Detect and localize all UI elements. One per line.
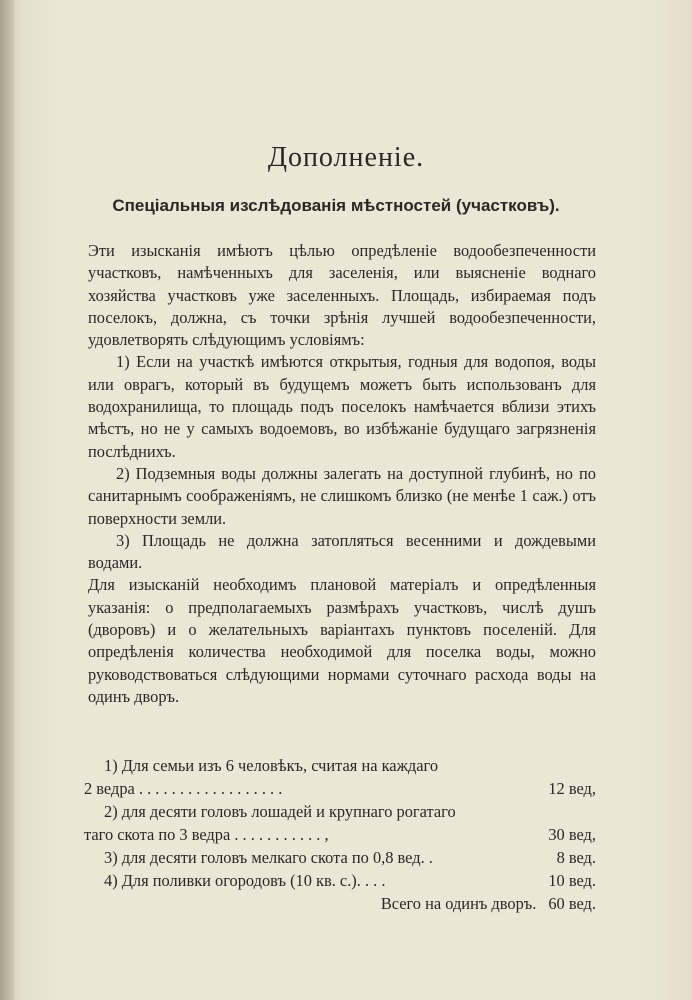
norm-item-2-line1: 2) для десяти головъ лошадей и крупнаго рогатаго: [104, 802, 456, 821]
norm-item-1-line2: 2 ведра . . . . . . . . . . . . . . . . . .: [84, 779, 283, 798]
norm-item-3-qty: 8 вед.: [556, 848, 596, 867]
norms-total-value: 60 вед.: [548, 894, 596, 913]
norm-item-1-line1: 1) Для семьи изъ 6 человѣкъ, считая на каждаго: [104, 756, 439, 775]
norm-item-1-row: [84, 777, 596, 800]
norm-item-2-row: [84, 823, 596, 846]
paragraph-condition-2: 2) Подземныя воды должны залегать на доступной глубинѣ, но по санитарнымъ соображеніямъ, не слишкомъ близко (не менѣе 1 саж.) отъ поверхности земли.: [88, 463, 596, 528]
norm-item-4: [84, 869, 596, 892]
section-subtitle: Спеціальныя изслѣдованія мѣстностей (участковъ).: [112, 196, 560, 215]
norm-item-3-line1: 3) для десяти головъ мелкаго скота по 0,8 вед. .: [104, 848, 433, 867]
norm-item-2: [84, 800, 596, 846]
water-norms-table: [84, 754, 596, 915]
norm-item-1: [84, 754, 596, 800]
norm-item-2-qty: 30 вед,: [548, 825, 596, 844]
norms-total: [84, 892, 596, 915]
paragraph-condition-1: 1) Если на участкѣ имѣются открытыя, годныя для водопоя, воды или оврагъ, который въ будущемъ можетъ быть использованъ для водохранилища, то площадь подъ поселокъ намѣчается вблизи этихъ мѣстъ, но не у самыхъ водоемовъ, во избѣжаніе будущаго загрязненія послѣднихъ.: [88, 352, 596, 461]
norm-item-4-line1: 4) Для поливки огородовъ (10 кв. с.). . . .: [104, 871, 386, 890]
norm-item-4-qty: 10 вед.: [548, 871, 596, 890]
norm-item-3: [84, 846, 596, 869]
page-title: Дополненіе.: [267, 142, 425, 173]
norm-item-2-line2: таго скота по 3 ведра . . . . . . . . . . . ,: [84, 825, 329, 844]
paragraph-condition-3: 3) Площадь не должна затопляться весенними и дождевыми водами.: [88, 530, 596, 573]
norms-total-label: Всего на одинъ дворъ.: [380, 894, 537, 913]
body-text: [88, 240, 596, 708]
paragraph-requirements: Для изысканій необходимъ плановой матеріалъ и опредѣленныя указанія: о предполагаемыхъ размѣрахъ участковъ, числѣ душъ (дворовъ) и о желательныхъ варіантахъ пунктовъ поселеній. Для опредѣленія количества необходимой для поселка воды, можно руководствоваться слѣдующими нормами суточнаго расхода воды на одинъ дворъ.: [88, 575, 596, 706]
norm-item-1-qty: 12 вед,: [548, 779, 596, 798]
paragraph-intro: Эти изысканія имѣютъ цѣлью опредѣленіе водообезпеченности участковъ, намѣченныхъ для заселенія, или выясненіе воднаго хозяйства участковъ уже заселенныхъ. Площадь, избираемая подъ поселокъ, должна, съ точки зрѣнія лучшей водообезпеченности, удовлетворять слѣдующимъ условіямъ:: [88, 241, 596, 350]
